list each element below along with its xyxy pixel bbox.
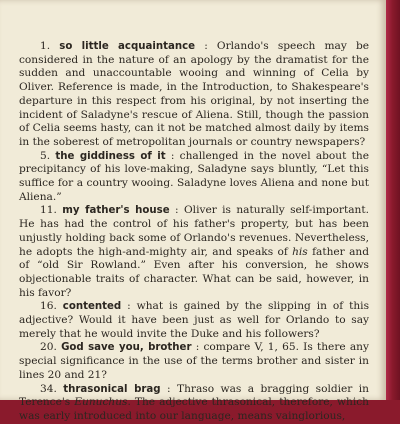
book-page-edge <box>386 0 400 400</box>
note-term: my father's house <box>62 205 170 217</box>
note-11 <box>19 204 369 300</box>
note-body-continued: father and of “old Sir Rowland.” Even after his conversion, he shows objectionable traits of character. What can be said, however, in his favor? <box>19 245 369 299</box>
note-20 <box>19 341 369 382</box>
note-number: 20. <box>40 341 57 354</box>
note-body: : compare V, 1, 65. Is there any special significance in the use of the terms brother and sister in lines 20 and 21? <box>19 341 369 381</box>
note-1 <box>19 40 369 150</box>
note-body: : what is gained by the slipping in of this adjective? Would it have been just as well for Orlando to say merely that he would invite the Duke and his followers? <box>19 300 369 340</box>
note-body-continued: . The adjective thrasonical, therefore, which was early introduced into our language, means vainglorious, <box>19 396 369 422</box>
note-body: : challenged in the novel about the precipitancy of his love-making, Saladyne says bluntly, “Let this suffice for a country wooing. Saladyne loves Aliena and none but Aliena.” <box>19 149 369 203</box>
note-number: 11. <box>40 204 57 217</box>
note-term: thrasonical brag <box>63 383 161 395</box>
note-number: 5. <box>40 149 51 162</box>
note-term: the giddiness of it <box>55 150 166 162</box>
note-emphasis: his <box>292 245 308 258</box>
note-number: 34. <box>40 382 57 395</box>
note-34 <box>19 383 369 424</box>
note-body: : Oliver is naturally self-important. He has had the control of his father's property, but has been unjustly holding back some of Orlando's revenues. Nevertheless, he adopts the high-and-mighty air, and speaks of <box>19 204 369 258</box>
note-body: : Orlando's speech may be considered in the nature of an apology by the dramatist for the sudden and unaccountable wooing and winning of Celia by Oliver. Reference is made, in the Introduction, to Shakespeare's departure in this respect from his original, by not inserting the incident of Saladyne's rescue of Aliena. Still, though the passion of Celia seems hasty, can it not be matched almost daily by items in the soberest of metropolitan journals or country newspapers? <box>19 40 369 148</box>
note-16 <box>19 300 369 341</box>
note-emphasis: Eunuchus <box>74 396 128 409</box>
note-number: 16. <box>40 300 57 313</box>
note-term: so little acquaintance <box>59 41 196 52</box>
note-number: 1. <box>40 40 51 52</box>
notes-text <box>19 40 369 424</box>
note-term: God save you, brother <box>61 342 192 354</box>
note-body: : Thraso was a bragging soldier in Terence's <box>19 382 369 409</box>
note-term: contented <box>62 301 122 313</box>
note-5 <box>19 150 369 205</box>
